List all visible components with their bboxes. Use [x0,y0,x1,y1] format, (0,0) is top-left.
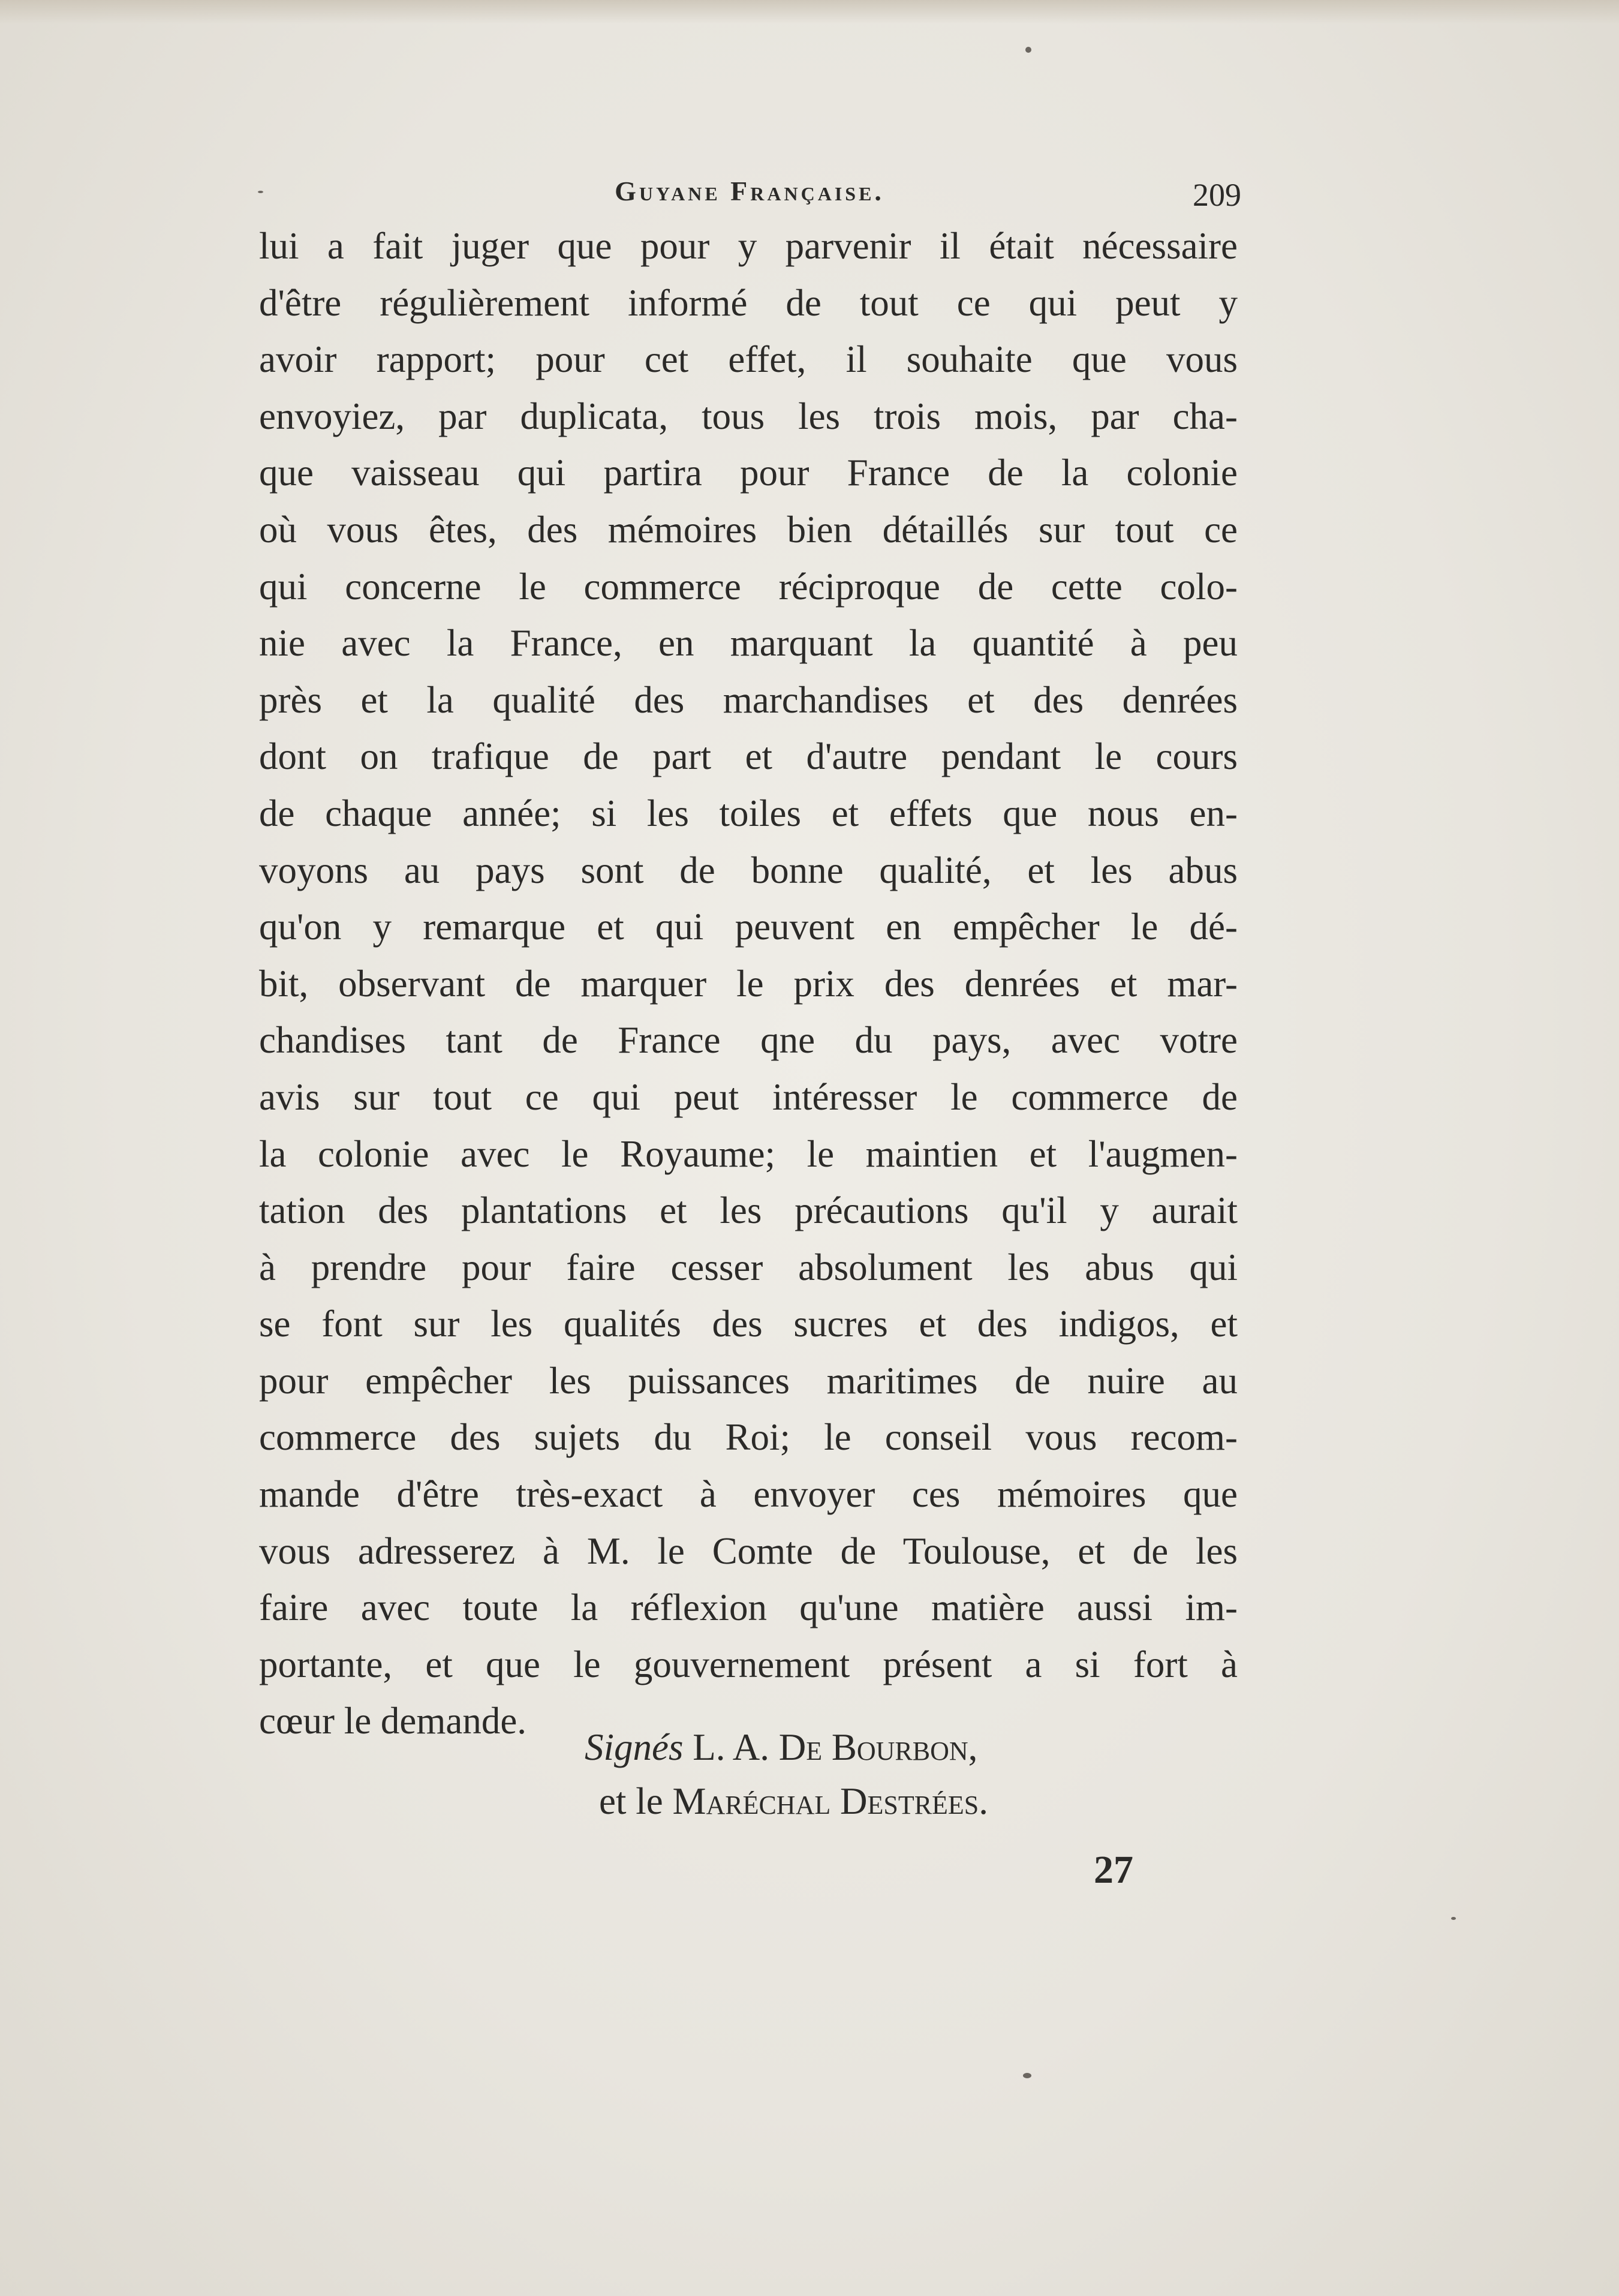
text-line: faire avec toute la réflexion qu'une matière aussi im- [259,1586,1238,1629]
text-line: dont on trafique de part et d'autre pendant le cours [259,735,1238,778]
text-line: à prendre pour faire cesser absolument les abus qui [259,1246,1238,1288]
body-text [259,218,1238,1750]
text-line: nie avec la France, en marquant la quantité à peu [259,622,1238,665]
text-line: d'être régulièrement informé de tout ce qui peut y [259,281,1238,324]
text-line: où vous êtes, des mémoires bien détaillés sur tout ce [259,508,1238,551]
signature-conjunction: et le [599,1780,663,1822]
text-line: bit, observant de marquer le prix des denrées et mar- [259,962,1238,1005]
text-line: commerce des sujets du Roi; le conseil vous recom- [259,1416,1238,1459]
text-line: pour empêcher les puissances maritimes de nuire au [259,1359,1238,1402]
text-line: voyons au pays sont de bonne qualité, et les abus [259,849,1238,891]
page-number: 209 [1193,177,1241,213]
signature-line-1 [585,1720,1184,1774]
signes-word: Signés [585,1726,684,1768]
text-line: tation des plantations et les précautions qu'il y aurait [259,1189,1238,1232]
text-line: chandises tant de France qne du pays, avec votre [259,1019,1238,1062]
text-line: vous adresserez à M. le Comte de Toulouse, et de les [259,1529,1238,1572]
text-line: mande d'être très-exact à envoyer ces mémoires que [259,1473,1238,1516]
text-line: avis sur tout ce qui peut intéresser le commerce de [259,1075,1238,1118]
text-line: lui a fait juger que pour y parvenir il était nécessaire [259,225,1238,267]
text-line: se font sur les qualités des sucres et des indigos, et [259,1303,1238,1345]
running-title: Guyane Française. [615,176,884,206]
text-line: la colonie avec le Royaume; le maintien et l'augmen- [259,1132,1238,1175]
text-line: de chaque année; si les toiles et effets que nous en- [259,792,1238,834]
text-line: que vaisseau qui partira pour France de la colonie [259,452,1238,494]
signature-line-2 [585,1774,1184,1828]
text-line: envoyiez, par duplicata, tous les trois mois, par cha- [259,395,1238,437]
paper-speck [1023,2073,1031,2078]
second-signatory: Maréchal Destrées. [672,1780,989,1822]
paper-speck [1451,1917,1456,1920]
paper-speck [258,191,263,193]
signature-mark: 27 [1094,1848,1133,1892]
text-line: cœur le demande. [259,1700,527,1742]
text-line: avoir rapport; pour cet effet, il souhaite que vous [259,338,1238,381]
paper-speck [1025,47,1031,53]
first-signatory: L. A. De Bourbon, [693,1726,978,1768]
signature-block [585,1720,1184,1828]
running-head [258,175,1241,217]
text-line: près et la qualité des marchandises et des denrées [259,678,1238,721]
text-line: qui concerne le commerce réciproque de cette colo- [259,565,1238,608]
text-line: qu'on y remarque et qui peuvent en empêcher le dé- [259,906,1238,948]
page-edge-shadow [0,0,1619,24]
text-line: portante, et que le gouvernement présent a si fort à [259,1643,1238,1685]
